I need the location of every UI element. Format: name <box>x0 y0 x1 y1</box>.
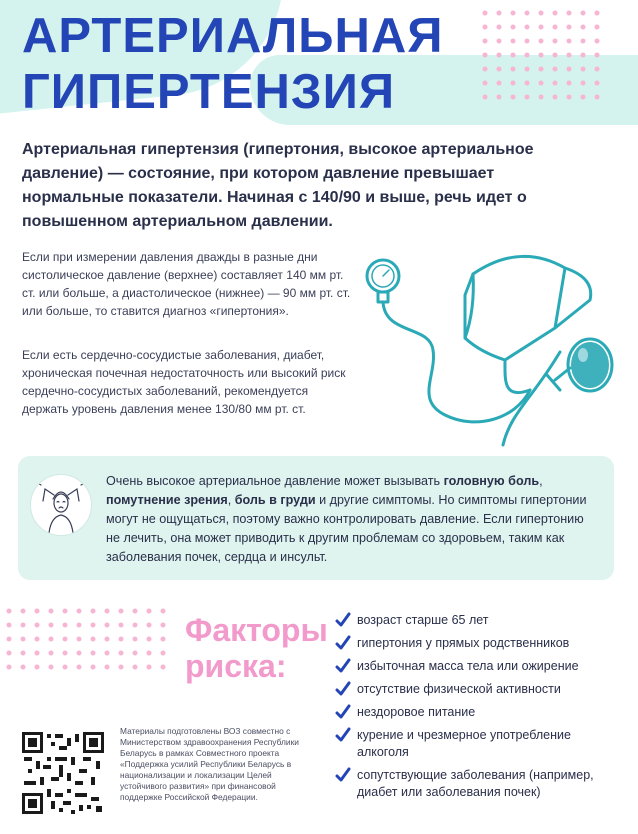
symptoms-text <box>106 472 596 567</box>
check-icon <box>335 658 351 674</box>
symptoms-text-part-1: Очень высокое артериальное давление может вызывать <box>106 474 444 488</box>
page-title-line2: ГИПЕРТЕНЗИЯ <box>22 65 396 119</box>
risk-factor-item <box>335 658 625 675</box>
qr-code[interactable] <box>22 732 104 814</box>
symptoms-text-part-4: и другие симптомы. Но симптомы гипертонии могут не ощущаться, поэтому важно контролировать давление. Если гипертонию не лечить, она может приводить к другим проблемам со здоровьем, таким как заболевания почек, сердца и инсульт. <box>106 493 587 564</box>
risk-factor-text: возраст старше 65 лет <box>357 613 489 627</box>
symptom-blurred-vision: помутнение зрения <box>106 493 228 507</box>
decor-dots-bottom <box>2 604 170 674</box>
intro-paragraph-1: Если при измерении давления дважды в разные дни систолическое давление (верхнее) составляет 140 мм рт. ст. или больше, а диастолическое (нижнее) — 90 мм рт. ст. или больше, то ставится диагноз «гипертония». <box>22 250 351 318</box>
risk-factors-title-line2: риска: <box>185 648 287 684</box>
page-title <box>22 8 444 120</box>
check-icon <box>335 681 351 697</box>
risk-factor-text: курение и чрезмерное употребление алкоголя <box>357 728 571 759</box>
risk-factors-list <box>335 612 625 807</box>
check-icon <box>335 767 351 783</box>
symptom-chest-pain: боль в груди <box>234 493 316 507</box>
check-icon <box>335 612 351 628</box>
symptom-headache: головную боль <box>443 474 540 488</box>
risk-factor-text: сопутствующие заболевания (например, диабет или заболевания почек) <box>357 768 594 799</box>
intro-lead: Артериальная гипертензия (гипертония, высокое артериальное давление) — состояние, при котором давление превышает нормальные показатели. Начиная с 140/90 и выше, речь идет о повышенном артериальном давлении. <box>22 141 534 230</box>
check-icon <box>335 704 351 720</box>
headache-person-icon <box>30 474 92 536</box>
risk-factor-item <box>335 727 625 761</box>
risk-factor-text: нездоровое питание <box>357 705 476 719</box>
risk-factor-text: отсутствие физической активности <box>357 682 561 696</box>
check-icon <box>335 635 351 651</box>
page-title-line1: АРТЕРИАЛЬНАЯ <box>22 9 444 63</box>
risk-factor-item <box>335 681 625 698</box>
risk-factor-text: избыточная масса тела или ожирение <box>357 659 579 673</box>
risk-factors-title-line1: Факторы <box>185 612 328 648</box>
blood-pressure-monitor-icon <box>355 240 625 450</box>
symptoms-text-part-2: , <box>539 474 543 488</box>
footer-note: Материалы подготовлены ВОЗ совместно с Министерством здравоохранения Республики Беларусь в рамках Совместного проекта «Поддержка усилий Республики Беларусь в национализации и локализации Целей устойчивого развития» при финансовой поддержке Российской Федерации. <box>120 726 299 802</box>
risk-factor-item <box>335 767 625 801</box>
risk-factor-item <box>335 612 625 629</box>
risk-factor-item <box>335 635 625 652</box>
risk-factor-text: гипертония у прямых родственников <box>357 636 570 650</box>
decor-dots-top <box>478 6 608 104</box>
risk-factor-item <box>335 704 625 721</box>
risk-factors-title <box>185 612 328 684</box>
symptoms-text-part-3: , <box>227 493 235 507</box>
check-icon <box>335 727 351 743</box>
intro-paragraph-2: Если есть сердечно-сосудистые заболевания, диабет, хроническая почечная недостаточность или высокий риск сердечно-сосудистых заболеваний, рекомендуется держать уровень давления менее 130/80 мм рт. ст. <box>22 348 346 416</box>
